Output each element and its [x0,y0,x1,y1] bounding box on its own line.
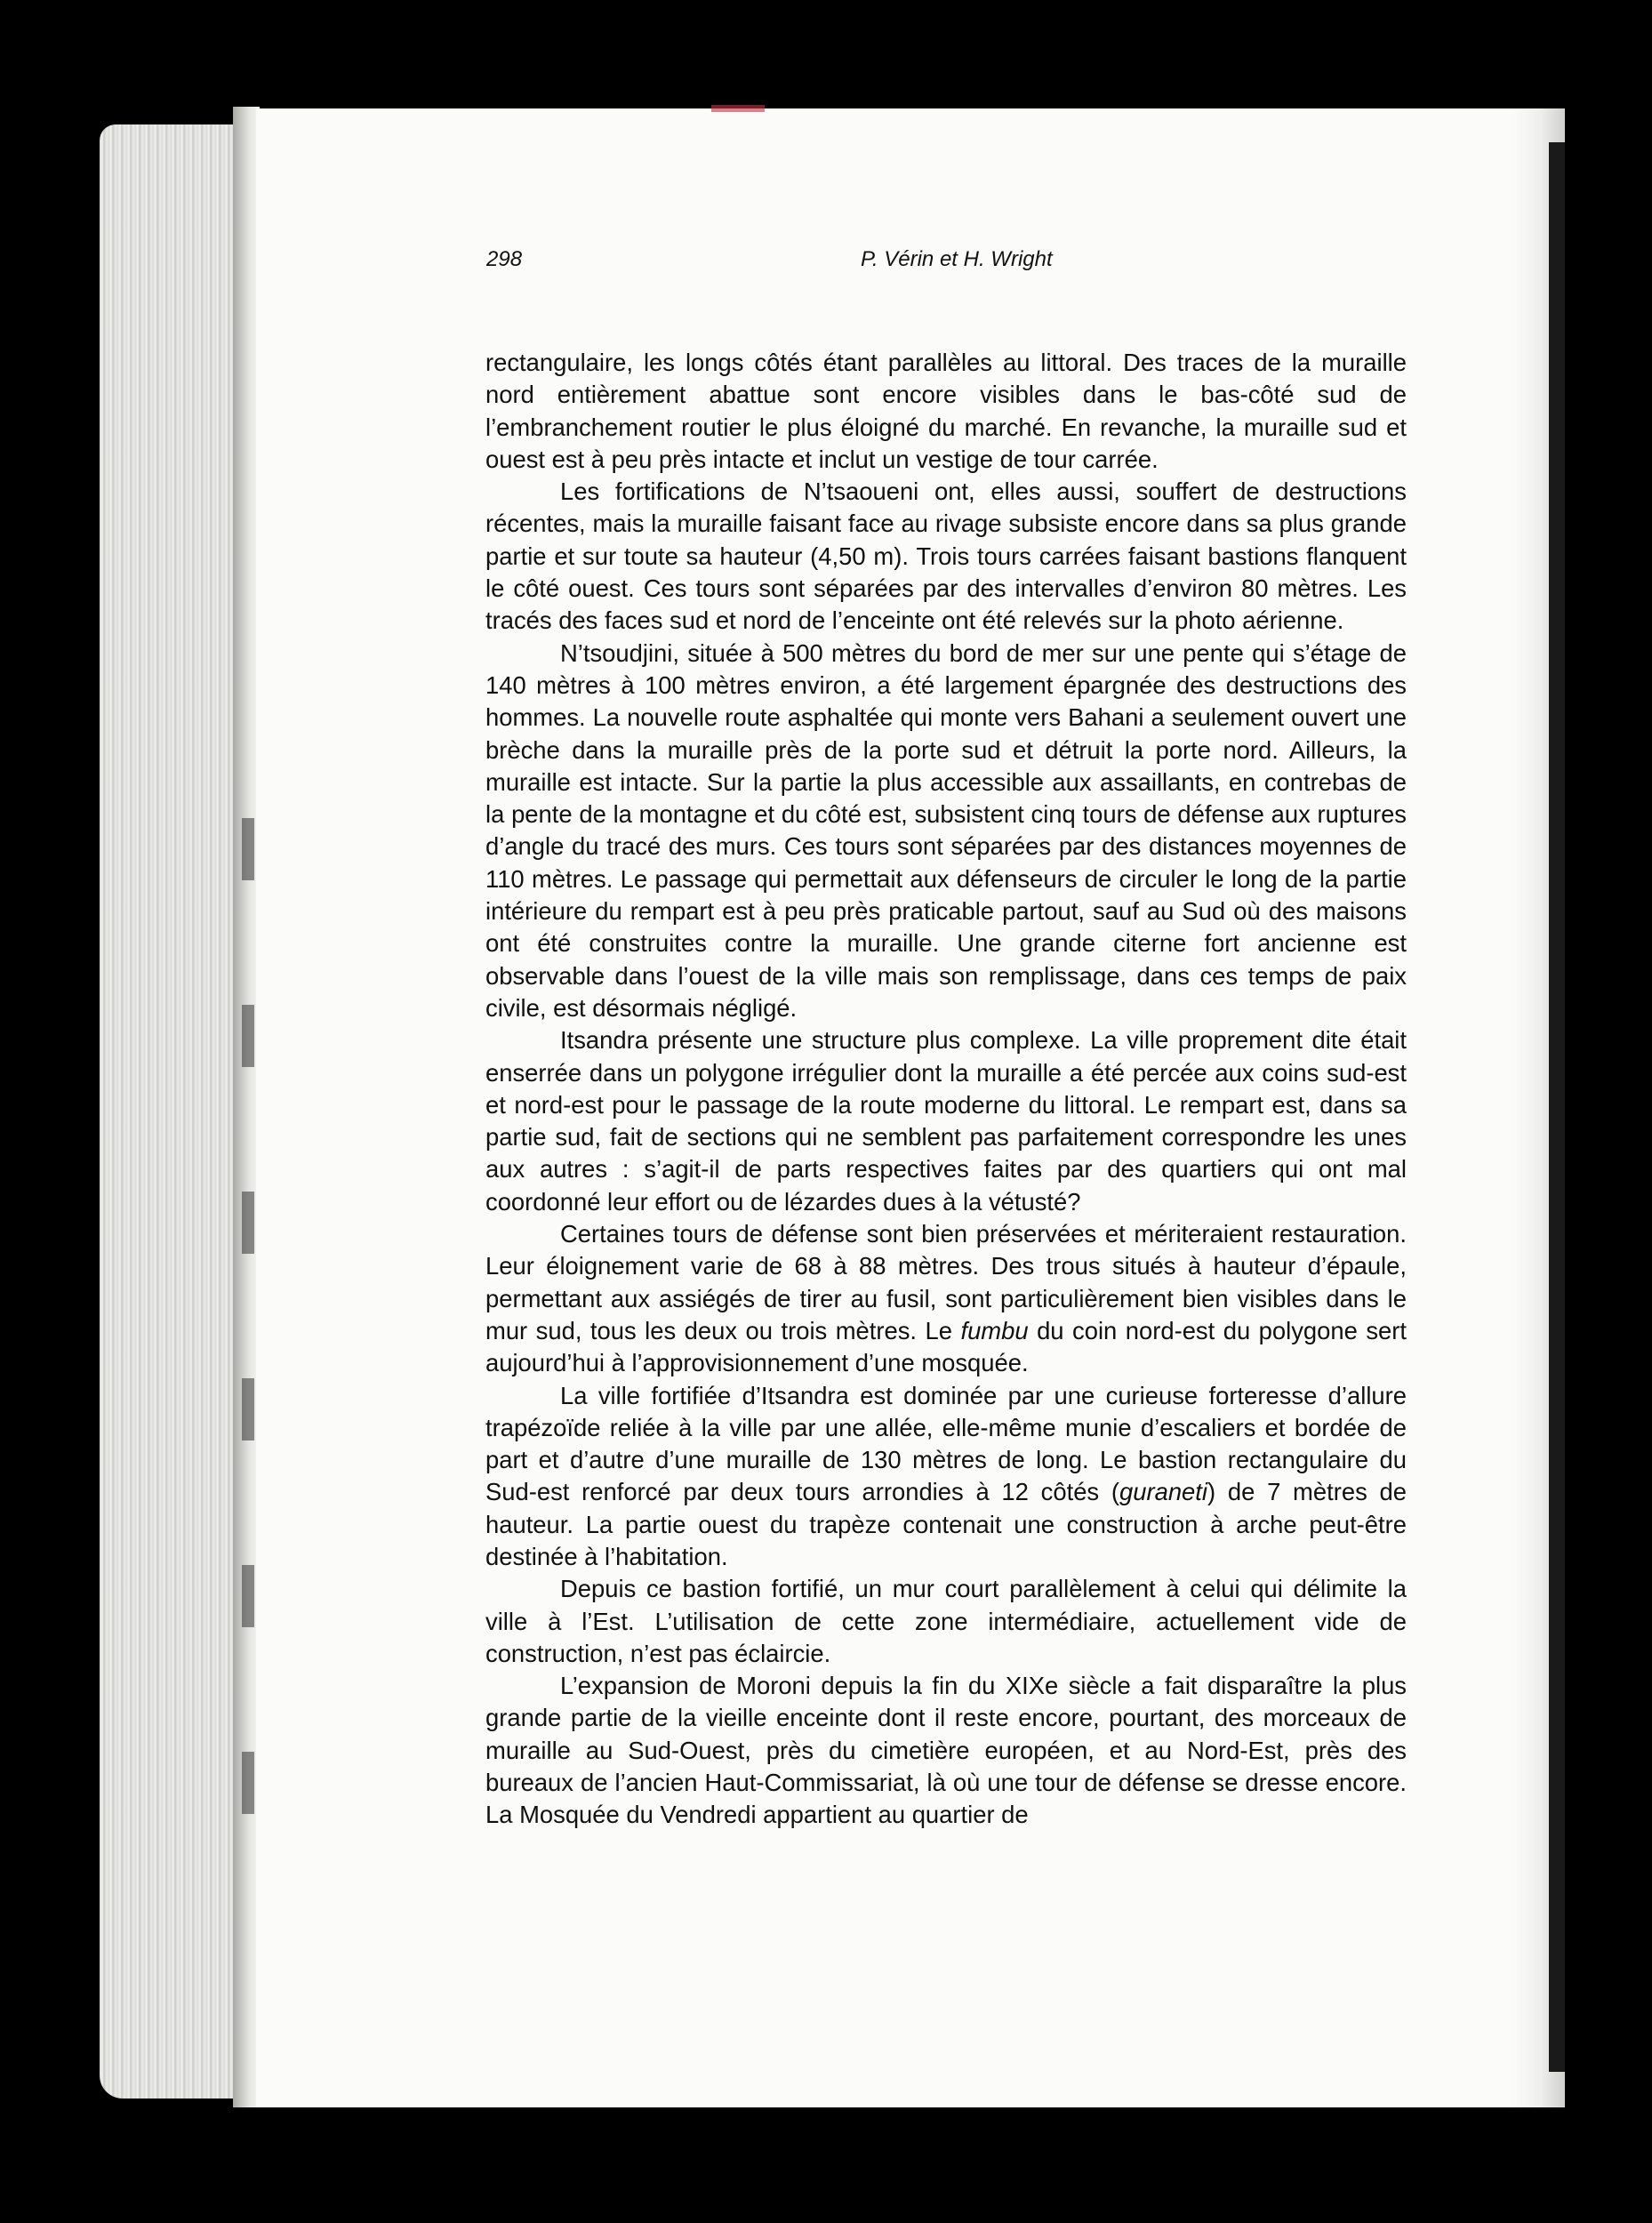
text-run: ) de 7 mètres de hauteur. La partie ouest du trapèze contenait une construction à arche peut-être destinée à l’habitation. [485,1478,1407,1570]
book-spine-edge [1549,142,1565,2072]
paragraph [485,1024,1407,1218]
body-text [485,347,1407,1832]
text-run: du coin nord-est du polygone sert aujourd’hui à l’approvisionnement d’une mosquée. [485,1316,1407,1377]
gutter-marks [242,765,254,1921]
text-run: L’expansion de Moroni depuis la fin du XIXe siècle a fait disparaître la plus grande partie de la vieille enceinte dont il reste encore, pourtant, des morceaux de muraille au Sud-Ouest, près du cimetière européen, et au Nord-Est, près des bureaux de l’ancien Haut-Commissariat, là où une tour de défense se dresse encore. La Mosquée du Vendredi appartient au quartier de [485,1672,1407,1829]
red-ink-mark [711,105,765,112]
paragraph [485,638,1407,1025]
text-run: Certaines tours de défense sont bien préservées et mériteraient restauration. Leur éloignement varie de 68 à 88 mètres. Des trous situés à hauteur d’épaule, permettant aux assiégés de tirer au fusil, sont particulièrement bien visibles dans le mur sud, tous les deux ou trois mètres. Le [485,1220,1407,1344]
paragraph [485,1573,1407,1670]
paragraph [485,1670,1407,1831]
paragraph [485,347,1407,476]
paragraph [485,1380,1407,1574]
text-run: Itsandra présente une structure plus complexe. La ville proprement dite était enserrée dans un polygone irrégulier dont la muraille a été percée aux coins sud-est et nord-est pour le passage de la route moderne du littoral. Le rempart est, dans sa partie sud, fait de sections qui ne semblent pas parfaitement correspondre les unes aux autres : s’agit-il de parts respectives faites par des quartiers qui ont mal coordonné leur effort ou de lézardes dues à la vétusté? [485,1026,1407,1216]
text-run: rectangulaire, les longs côtés étant parallèles au littoral. Des traces de la muraille nord entièrement abattue sont encore visibles dans le bas-côté sud de l’embranchement routier le plus éloigné du marché. En revanche, la muraille sud et ouest est à peu près intacte et inclut un vestige de tour carrée. [485,349,1407,473]
text-run: Les fortifications de N’tsaoueni ont, elles aussi, souffert de destructions récentes, mais la muraille faisant face au rivage subsiste encore dans sa plus grande partie et sur toute sa hauteur (4,50 m). Trois tours carrées faisant bastions flanquent le côté ouest. Ces tours sont séparées par des intervalles d’environ 80 mètres. Les tracés des faces sud et nord de l’enceinte ont été relevés sur la photo aérienne. [485,478,1407,635]
page-number: 298 [486,247,523,271]
paragraph [485,476,1407,637]
text-run: N’tsoudjini, située à 500 mètres du bord de mer sur une pente qui s’étage de 140 mètres à 100 mètres environ, a été largement épargnée des destructions des hommes. La nouvelle route asphaltée qui monte vers Bahani a seulement ouvert une brèche dans la muraille près de la porte sud et détruit la porte nord. Ailleurs, la muraille est intacte. Sur la partie la plus accessible aux assaillants, en contrebas de la pente de la montagne et du côté est, subsistent cinq tours de défense aux ruptures d’angle du tracé des murs. Ces tours sont séparées par des distances moyennes de 110 mètres. Le passage qui permettait aux défenseurs de circuler le long de la partie intérieure du rempart est à peu près praticable partout, sauf au Sud où des maisons ont été construites contre la muraille. Une grande citerne fort ancienne est observable dans l’ouest de la ville mais son remplissage, dans ces temps de paix civile, est désormais négligé. [485,638,1407,1022]
paragraph [485,1218,1407,1379]
text-run: Depuis ce bastion fortifié, un mur court parallèlement à celui qui délimite la ville à l’Est. L’utilisation de cette zone intermédiaire, actuellement vide de construction, n’est pas éclaircie. [485,1575,1407,1667]
text-run: La ville fortifiée d’Itsandra est dominée par une curieuse forteresse d’allure trapézoïde reliée à la ville par une allée, elle-même munie d’escaliers et bordée de part et d’autre d’une muraille de 130 mètres de long. Le bastion rectangulaire du Sud-est renforcé par deux tours arrondies à 12 côtés ( [485,1381,1407,1506]
running-head: P. Vérin et H. Wright [861,247,1053,271]
italic-term: guraneti [1119,1478,1207,1506]
italic-term: fumbu [960,1316,1029,1344]
